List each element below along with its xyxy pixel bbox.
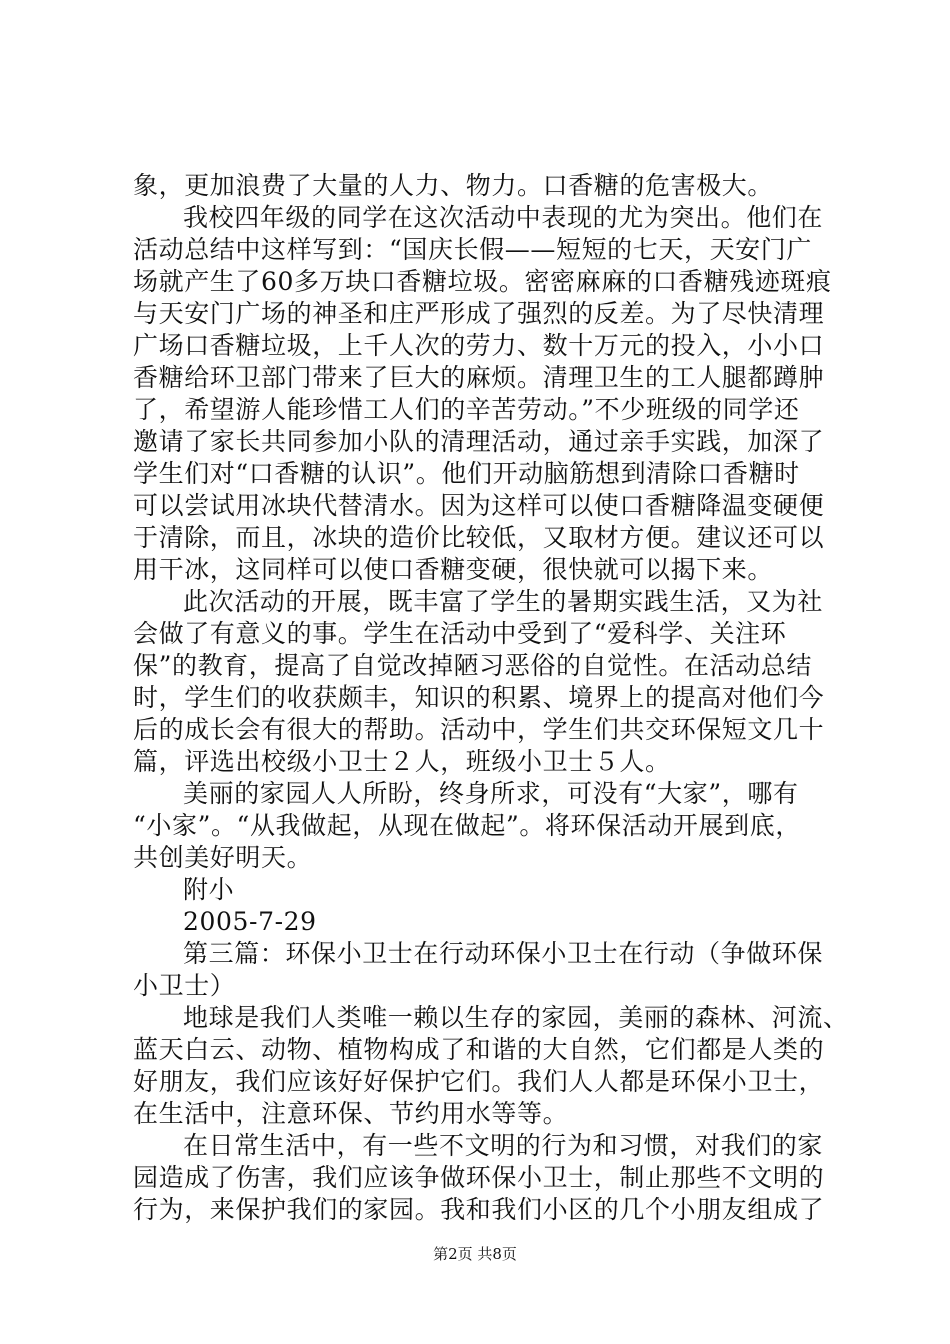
text-line: 场就产生了60多万块口香糖垃圾。密密麻麻的口香糖残迹斑痕 bbox=[133, 267, 832, 296]
document-body bbox=[133, 170, 849, 1226]
text-line: 2005-7-29 bbox=[183, 907, 317, 936]
text-line: 与天安门广场的神圣和庄严形成了强烈的反差。为了尽快清理 bbox=[133, 299, 825, 328]
text-line: 附小 bbox=[183, 875, 235, 904]
text-line: 香糖给环卫部门带来了巨大的麻烦。清理卫生的工人腿都蹲肿 bbox=[133, 363, 825, 392]
text-line: 园造成了伤害，我们应该争做环保小卫士，制止那些不文明的 bbox=[133, 1163, 825, 1192]
text-line: 好朋友，我们应该好好保护它们。我们人人都是环保小卫士， bbox=[133, 1067, 825, 1096]
text-line: 可以尝试用冰块代替清水。因为这样可以使口香糖降温变硬便 bbox=[133, 491, 825, 520]
page-footer: 第2页 共8页 bbox=[433, 1245, 517, 1263]
text-line: 保”的教育，提高了自觉改掉陋习恶俗的自觉性。在活动总结 bbox=[133, 651, 812, 680]
text-line: 小卫士） bbox=[133, 971, 236, 1000]
text-line: 行为，来保护我们的家园。我和我们小区的几个小朋友组成了 bbox=[133, 1195, 825, 1224]
text-line: 象，更加浪费了大量的人力、物力。口香糖的危害极大。 bbox=[133, 171, 774, 200]
text-line: 活动总结中这样写到：“国庆长假——短短的七天，天安门广 bbox=[133, 235, 812, 264]
text-line: 美丽的家园人人所盼，终身所求，可没有“大家”，哪有 bbox=[183, 779, 799, 808]
text-line: 邀请了家长共同参加小队的清理活动，通过亲手实践，加深了 bbox=[133, 427, 825, 456]
text-line: 于清除，而且，冰块的造价比较低，又取材方便。建议还可以 bbox=[133, 523, 825, 552]
text-line: 用干冰，这同样可以使口香糖变硬，很快就可以揭下来。 bbox=[133, 555, 774, 584]
text-line: 广场口香糖垃圾，上千人次的劳力、数十万元的投入，小小口 bbox=[133, 331, 825, 360]
text-line: 此次活动的开展，既丰富了学生的暑期实践生活，又为社 bbox=[183, 587, 824, 616]
text-line: 我校四年级的同学在这次活动中表现的尤为突出。他们在 bbox=[183, 203, 824, 232]
text-line: 在生活中，注意环保、节约用水等等。 bbox=[133, 1099, 569, 1128]
text-line: “小家”。“从我做起，从现在做起”。将环保活动开展到底， bbox=[133, 811, 801, 840]
text-line: 篇，评选出校级小卫士２人，班级小卫士５人。 bbox=[133, 747, 671, 776]
text-line: 后的成长会有很大的帮助。活动中，学生们共交环保短文几十 bbox=[133, 715, 825, 744]
text-line: 在日常生活中，有一些不文明的行为和习惯，对我们的家 bbox=[183, 1131, 824, 1160]
text-line: 学生们对“口香糖的认识”。他们开动脑筋想到清除口香糖时 bbox=[133, 459, 800, 488]
text-line: 了，希望游人能珍惜工人们的辛苦劳动。”不少班级的同学还 bbox=[133, 395, 800, 424]
text-line: 时，学生们的收获颇丰，知识的积累、境界上的提高对他们今 bbox=[133, 683, 825, 712]
text-line: 第三篇：环保小卫士在行动环保小卫士在行动（争做环保 bbox=[183, 939, 824, 968]
text-line: 蓝天白云、动物、植物构成了和谐的大自然，它们都是人类的 bbox=[133, 1035, 825, 1064]
text-line: 共创美好明天。 bbox=[133, 843, 313, 872]
text-line: 地球是我们人类唯一赖以生存的家园，美丽的森林、河流、 bbox=[183, 1003, 849, 1032]
text-line: 会做了有意义的事。学生在活动中受到了“爱科学、关注环 bbox=[133, 619, 787, 648]
